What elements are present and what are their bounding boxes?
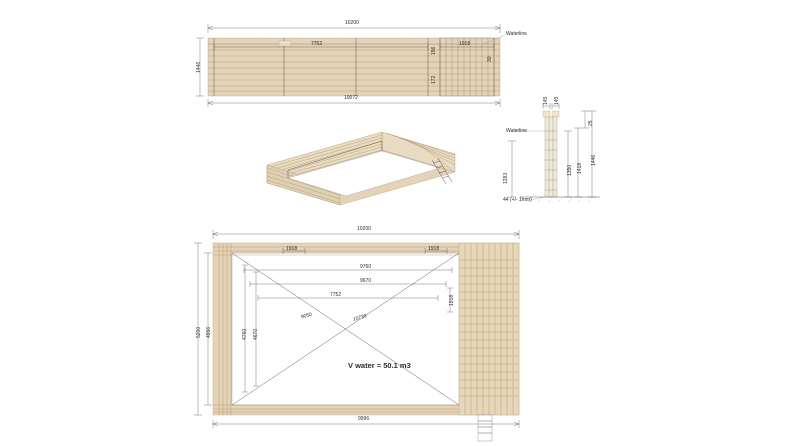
label-panel-length-top: 7752 (311, 41, 323, 47)
label-1283: 1283 (503, 172, 509, 184)
label-1418: 1418 (577, 162, 583, 174)
skimmer-opening (279, 41, 291, 46)
label-plan-overall-width: 5200 (196, 326, 202, 338)
section-bottom-leader (530, 197, 545, 200)
label-plan-top-1918-left: 1918 (286, 246, 298, 252)
label-plan-9760: 9760 (360, 264, 372, 270)
label-inner-length-top: 10072 (344, 95, 358, 101)
label-small-dim-172: 172 (431, 75, 437, 84)
plan-ladder (478, 415, 492, 441)
section-column (545, 117, 557, 197)
label-thickness-note: 44 (+/- 1mm) (503, 197, 532, 203)
label-plan-4760: 4760 (242, 328, 248, 340)
section-top-plate-left (543, 111, 550, 117)
label-overall-length-top: 10200 (345, 20, 359, 26)
label-plan-bottom-length: 9996 (358, 416, 370, 422)
label-waterline-top: Waterline (506, 31, 527, 37)
label-water-volume: V water = 50.1 m3 (348, 361, 411, 370)
section-detail-view (508, 103, 600, 202)
label-plan-9670: 9670 (360, 278, 372, 284)
label-plan-7752: 7752 (330, 292, 342, 298)
label-1446-section: 1446 (591, 154, 597, 166)
label-right-section-top: 1918 (459, 41, 471, 47)
label-plan-diagonal-10739: 10739 (352, 313, 368, 323)
label-plan-top-1918-right: 1918 (428, 246, 440, 252)
label-1350: 1350 (567, 164, 573, 176)
elevation-body (208, 38, 500, 96)
label-plan-4670: 4670 (253, 328, 259, 340)
dim-1283 (508, 141, 516, 197)
label-small-dim-30: 30 (487, 56, 493, 62)
isometric-view (267, 132, 455, 205)
label-plan-right-1918: 1918 (449, 294, 455, 306)
label-plan-inner-width: 4996 (206, 326, 212, 338)
label-plan-overall-length: 10200 (357, 226, 371, 232)
label-small-dim-156: 156 (431, 46, 437, 55)
label-145-left: 145 (543, 96, 549, 105)
label-145-right: 145 (554, 96, 560, 105)
label-height-left-top: 1446 (196, 61, 202, 73)
label-waterline-section: Waterline (506, 128, 527, 134)
label-plan-diagonal-9050: 9050 (300, 311, 313, 321)
label-25: 25 (588, 120, 594, 126)
section-top-plate-right (552, 111, 559, 117)
